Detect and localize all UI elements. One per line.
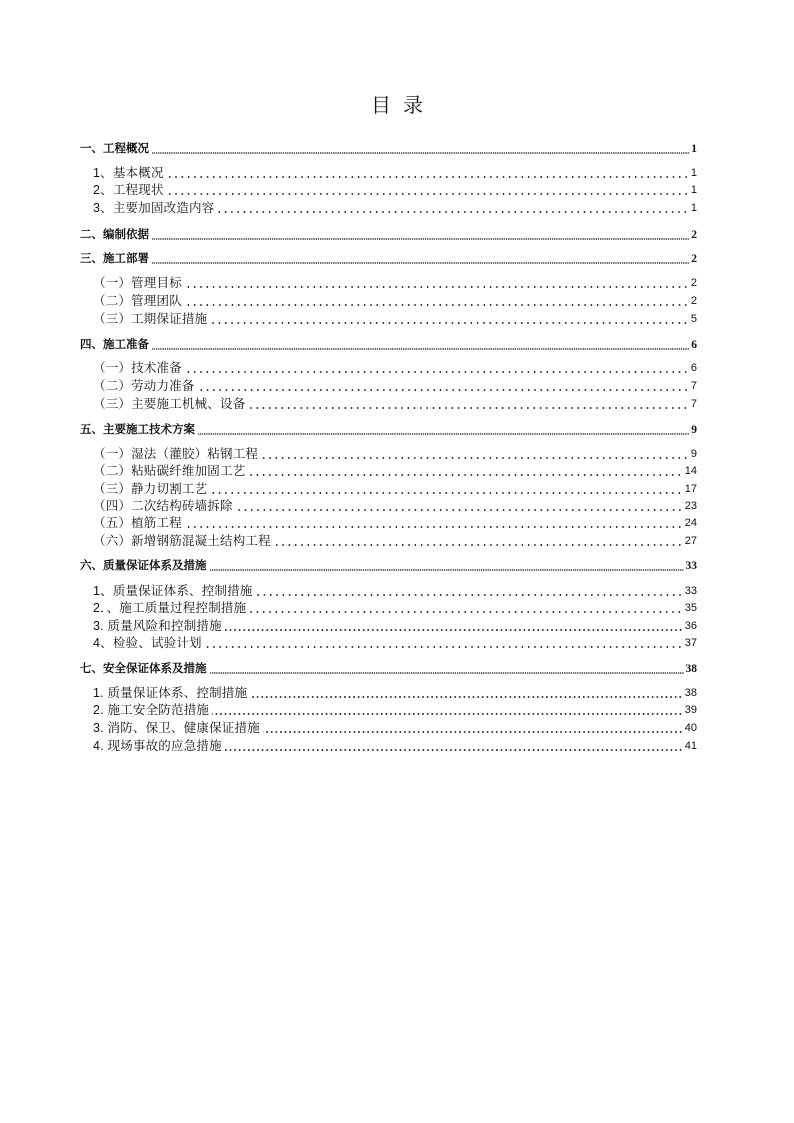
toc-entry-row: [93, 396, 697, 412]
toc-leader: [210, 569, 684, 571]
toc-entry-label: 3. 消防、保卫、健康保证措施: [93, 721, 260, 735]
toc-leader: [261, 457, 689, 459]
toc-page-number: 23: [684, 500, 697, 512]
toc-leader: [248, 474, 682, 476]
toc-entry-label: （一）技术准备: [93, 361, 182, 375]
toc-leader: [198, 433, 689, 435]
toc-leader: [185, 371, 689, 373]
toc-page-number: 36: [684, 620, 697, 632]
toc-page-number: 35: [684, 602, 697, 614]
toc-section-label: 一、工程概况: [80, 143, 149, 155]
toc-page-number: 27: [684, 535, 697, 547]
toc-entry-label: 2．、施工质量过程控制措施: [93, 601, 247, 615]
toc-leader: [185, 286, 689, 288]
toc-page-number: 5: [690, 313, 697, 325]
toc-section-label: 六、质量保证体系及措施: [80, 560, 207, 572]
toc-leader: [152, 262, 689, 264]
toc-page-number: 6: [691, 339, 697, 351]
toc-page-number: 2: [691, 229, 697, 241]
toc-entry-label: 2、工程现状: [93, 183, 164, 197]
toc-leader: [185, 304, 689, 306]
toc-page-number: 2: [690, 295, 697, 307]
toc-section-label: 七、安全保证体系及措施: [80, 663, 207, 675]
toc-entry-row: [93, 481, 697, 497]
toc-entry-label: 4、检验、试验计划: [93, 636, 202, 650]
toc-entry-label: 1. 质量保证体系、控制措施: [93, 686, 248, 700]
toc-section-label: 二、编制依据: [80, 229, 149, 241]
toc-entry-label: （二）管理团队: [93, 294, 182, 308]
toc-page-number: 40: [684, 722, 697, 734]
toc-section-row: [80, 661, 697, 677]
toc-section-row: [80, 141, 697, 157]
toc-page-number: 37: [684, 637, 697, 649]
toc-entry-row: [93, 446, 697, 462]
toc-leader: [217, 211, 688, 213]
toc-entry-row: [93, 635, 697, 651]
toc-entry-label: 2. 施工安全防范措施: [93, 703, 210, 717]
toc-leader: [248, 407, 688, 409]
toc-leader: [167, 193, 689, 195]
toc-leader: [225, 629, 683, 631]
toc-leader: [152, 238, 689, 240]
toc-leader: [210, 672, 684, 674]
toc-page-number: 7: [690, 380, 697, 392]
toc-entry-label: 1、质量保证体系、控制措施: [93, 584, 253, 598]
toc-page-number: 9: [691, 424, 697, 436]
toc-page-number: 39: [684, 704, 697, 716]
toc-page-number: 9: [690, 448, 697, 460]
toc-page-number: 1: [691, 143, 697, 155]
toc-section-label: 五、主要施工技术方案: [80, 424, 195, 436]
toc-page-number: 1: [690, 202, 697, 214]
toc-entry-row: [93, 360, 697, 376]
toc-leader: [263, 731, 683, 733]
toc-page-number: 41: [684, 740, 697, 752]
toc-entry-label: 1、基本概况: [93, 166, 164, 180]
toc-entry-label: （五）植筋工程: [93, 516, 182, 530]
toc-entry-label: （一）管理目标: [93, 276, 182, 290]
toc-entry-row: [93, 685, 697, 701]
toc-section-row: [80, 558, 697, 574]
toc-entry-label: （二）劳动力准备: [93, 379, 195, 393]
toc-section-row: [80, 251, 697, 267]
toc-entry-row: [93, 182, 697, 198]
toc-leader: [274, 544, 683, 546]
toc-entry-row: [93, 533, 697, 549]
toc-leader: [236, 509, 683, 511]
toc-page-number: 2: [691, 253, 697, 265]
toc-section-row: [80, 337, 697, 353]
toc-entry-label: 4. 现场事故的应急措施: [93, 739, 222, 753]
toc-section-row: [80, 422, 697, 438]
toc-entry-label: （三）静力切割工艺: [93, 482, 208, 496]
toc-section-label: 四、施工准备: [80, 339, 149, 351]
toc-entry-label: （三）主要施工机械、设备: [93, 397, 246, 411]
toc-leader: [152, 348, 689, 350]
toc-section-label: 三、施工部署: [80, 253, 149, 265]
toc-entry-label: （二）粘贴碳纤维加固工艺: [93, 464, 246, 478]
toc-entry-row: [93, 275, 697, 291]
toc-entry-label: 3. 质量风险和控制措施: [93, 619, 222, 633]
toc-entry-row: [93, 378, 697, 394]
toc-section-row: [80, 227, 697, 243]
toc-leader: [167, 176, 689, 178]
toc-leader: [152, 152, 689, 154]
toc-entry-row: [93, 702, 697, 718]
toc-entry-label: 3、主要加固改造内容: [93, 201, 215, 215]
toc-leader: [198, 389, 689, 391]
toc-entry-row: [93, 583, 697, 599]
toc-leader: [212, 713, 683, 715]
toc-leader: [210, 492, 682, 494]
toc-page-number: 6: [690, 362, 697, 374]
toc-entry-row: [93, 463, 697, 479]
toc-entry-label: （四）二次结构砖墙拆除: [93, 499, 233, 513]
toc-page-number: 17: [684, 483, 697, 495]
toc-leader: [249, 611, 682, 613]
toc-page-number: 38: [684, 687, 697, 699]
toc-entry-label: （三）工期保证措施: [93, 312, 208, 326]
toc-page-number: 2: [690, 277, 697, 289]
toc-leader: [210, 322, 689, 324]
toc-page-number: 1: [690, 184, 697, 196]
toc-page-number: 14: [684, 465, 697, 477]
toc-entry-row: [93, 200, 697, 216]
toc-entry-row: [93, 311, 697, 327]
toc-entry-row: [93, 720, 697, 736]
toc-page-number: 33: [684, 585, 697, 597]
toc-entry-row: [93, 600, 697, 616]
toc-title: 目 录: [371, 95, 423, 117]
toc-leader: [256, 594, 683, 596]
toc-leader: [205, 646, 683, 648]
toc-entry-row: [93, 165, 697, 181]
toc-entry-row: [93, 515, 697, 531]
toc-entry-row: [93, 498, 697, 514]
toc-page-number: 1: [690, 167, 697, 179]
toc-page-number: 7: [690, 398, 697, 410]
toc-entry-label: （一）湿法（灌胶）粘钢工程: [93, 447, 259, 461]
toc-page-number: 33: [685, 560, 697, 572]
toc-page-number: 38: [685, 663, 697, 675]
toc-leader: [185, 526, 683, 528]
toc-entry-label: （六）新增钢筋混凝土结构工程: [93, 534, 271, 548]
toc-entry-row: [93, 293, 697, 309]
toc-entry-row: [93, 738, 697, 754]
toc-page-number: 24: [684, 517, 697, 529]
toc-leader: [225, 749, 683, 751]
toc-entry-row: [93, 618, 697, 634]
toc-leader: [250, 696, 683, 698]
